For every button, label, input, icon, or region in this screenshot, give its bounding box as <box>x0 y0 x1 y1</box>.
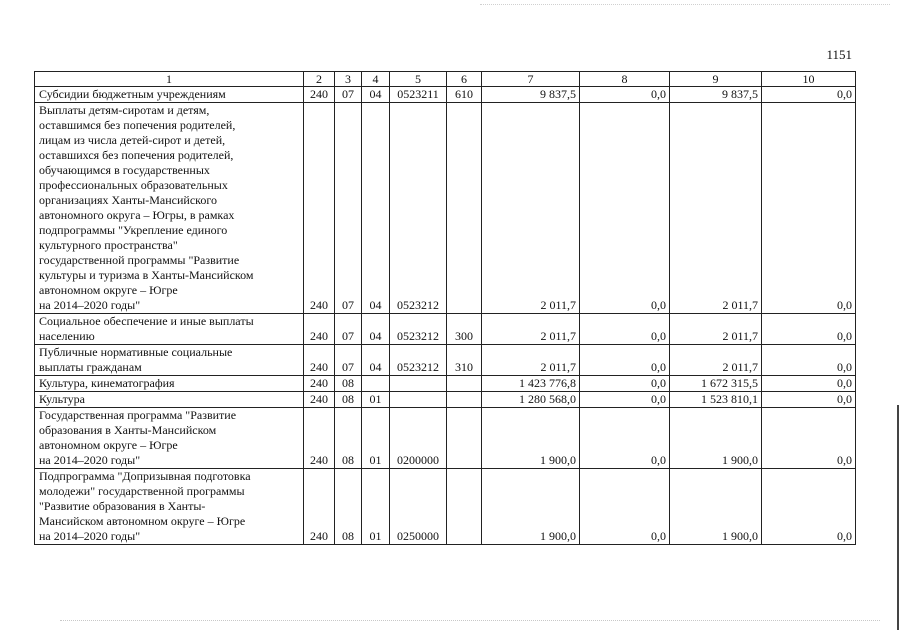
amount-cell: 0,0 <box>580 376 670 392</box>
amount-cell: 0,0 <box>762 314 856 345</box>
section-cell: 07 <box>335 314 362 345</box>
row-name-cell: Субсидии бюджетным учреждениям <box>35 87 304 103</box>
code-cell: 240 <box>304 376 335 392</box>
amount-cell: 0,0 <box>580 408 670 469</box>
page-number: 1151 <box>826 47 852 62</box>
expense-type-cell <box>447 469 482 545</box>
column-header: 7 <box>482 72 580 87</box>
code-cell: 240 <box>304 87 335 103</box>
code-cell: 240 <box>304 314 335 345</box>
subsection-cell: 04 <box>362 345 390 376</box>
target-article-cell: 0523211 <box>390 87 447 103</box>
table-header-row <box>35 72 856 87</box>
amount-cell: 2 011,7 <box>670 314 762 345</box>
row-name-cell: Социальное обеспечение и иные выплаты населению <box>35 314 304 345</box>
amount-cell: 2 011,7 <box>482 314 580 345</box>
amount-cell: 0,0 <box>580 345 670 376</box>
amount-cell: 2 011,7 <box>482 345 580 376</box>
section-cell: 07 <box>335 103 362 314</box>
column-header: 2 <box>304 72 335 87</box>
table-row <box>35 345 856 376</box>
subsection-cell: 04 <box>362 87 390 103</box>
amount-cell: 2 011,7 <box>670 345 762 376</box>
code-cell: 240 <box>304 469 335 545</box>
section-cell: 08 <box>335 392 362 408</box>
table-row <box>35 103 856 314</box>
row-name-cell: Выплаты детям-сиротам и детям, оставшимся без попечения родителей, лицам из числа детей-сирот и детей, оставшихся без попечения родителей, обучающимся в государственных профессиональных образовательных организациях Ханты-Мансийского автономного округа – Югры, в рамках подпрограммы "Укрепление единого культурного пространства" государственной программы "Развитие культуры и туризма в Ханты-Мансийском автономном округе – Югре на 2014–2020 годы" <box>35 103 304 314</box>
amount-cell: 0,0 <box>762 376 856 392</box>
target-article-cell: 0523212 <box>390 314 447 345</box>
column-header: 1 <box>35 72 304 87</box>
expense-type-cell <box>447 376 482 392</box>
amount-cell: 1 423 776,8 <box>482 376 580 392</box>
subsection-cell: 01 <box>362 408 390 469</box>
amount-cell: 1 672 315,5 <box>670 376 762 392</box>
expense-type-cell <box>447 103 482 314</box>
amount-cell: 9 837,5 <box>670 87 762 103</box>
subsection-cell: 04 <box>362 103 390 314</box>
expense-type-cell: 300 <box>447 314 482 345</box>
row-name-cell: Культура, кинематография <box>35 376 304 392</box>
amount-cell: 1 900,0 <box>670 408 762 469</box>
row-name-cell: Культура <box>35 392 304 408</box>
amount-cell: 1 523 810,1 <box>670 392 762 408</box>
amount-cell: 0,0 <box>762 103 856 314</box>
column-header: 10 <box>762 72 856 87</box>
amount-cell: 1 280 568,0 <box>482 392 580 408</box>
amount-cell: 9 837,5 <box>482 87 580 103</box>
table-body <box>35 87 856 545</box>
column-header: 6 <box>447 72 482 87</box>
code-cell: 240 <box>304 392 335 408</box>
amount-cell: 0,0 <box>762 87 856 103</box>
table-row <box>35 87 856 103</box>
amount-cell: 0,0 <box>580 314 670 345</box>
section-cell: 07 <box>335 345 362 376</box>
subsection-cell: 01 <box>362 469 390 545</box>
row-name-cell: Публичные нормативные социальные выплаты гражданам <box>35 345 304 376</box>
amount-cell: 0,0 <box>580 469 670 545</box>
subsection-cell: 04 <box>362 314 390 345</box>
column-header: 3 <box>335 72 362 87</box>
section-cell: 07 <box>335 87 362 103</box>
column-header: 9 <box>670 72 762 87</box>
subsection-cell <box>362 376 390 392</box>
amount-cell: 0,0 <box>762 345 856 376</box>
target-article-cell <box>390 392 447 408</box>
scan-noise-bottom <box>60 620 880 622</box>
expense-type-cell <box>447 392 482 408</box>
subsection-cell: 01 <box>362 392 390 408</box>
expense-type-cell: 310 <box>447 345 482 376</box>
section-cell: 08 <box>335 376 362 392</box>
amount-cell: 2 011,7 <box>670 103 762 314</box>
table-row <box>35 376 856 392</box>
amount-cell: 0,0 <box>580 103 670 314</box>
table-row <box>35 314 856 345</box>
budget-table <box>34 71 856 545</box>
amount-cell: 2 011,7 <box>482 103 580 314</box>
table-row <box>35 408 856 469</box>
scan-edge-line <box>897 405 899 630</box>
amount-cell: 0,0 <box>580 87 670 103</box>
table-row <box>35 469 856 545</box>
amount-cell: 0,0 <box>762 392 856 408</box>
amount-cell: 0,0 <box>762 469 856 545</box>
amount-cell: 1 900,0 <box>670 469 762 545</box>
row-name-cell: Подпрограмма "Допризывная подготовка молодежи" государственной программы "Развитие образования в Ханты- Мансийском автономном округе – Югре на 2014–2020 годы" <box>35 469 304 545</box>
table-row <box>35 392 856 408</box>
target-article-cell: 0200000 <box>390 408 447 469</box>
code-cell: 240 <box>304 103 335 314</box>
scan-noise-top <box>480 4 890 6</box>
amount-cell: 1 900,0 <box>482 408 580 469</box>
expense-type-cell <box>447 408 482 469</box>
amount-cell: 0,0 <box>762 408 856 469</box>
row-name-cell: Государственная программа "Развитие образования в Ханты-Мансийском автономном округе – Югре на 2014–2020 годы" <box>35 408 304 469</box>
code-cell: 240 <box>304 408 335 469</box>
target-article-cell: 0523212 <box>390 103 447 314</box>
target-article-cell: 0523212 <box>390 345 447 376</box>
section-cell: 08 <box>335 469 362 545</box>
target-article-cell <box>390 376 447 392</box>
amount-cell: 0,0 <box>580 392 670 408</box>
amount-cell: 1 900,0 <box>482 469 580 545</box>
column-header: 4 <box>362 72 390 87</box>
column-header: 8 <box>580 72 670 87</box>
column-header: 5 <box>390 72 447 87</box>
section-cell: 08 <box>335 408 362 469</box>
target-article-cell: 0250000 <box>390 469 447 545</box>
expense-type-cell: 610 <box>447 87 482 103</box>
code-cell: 240 <box>304 345 335 376</box>
